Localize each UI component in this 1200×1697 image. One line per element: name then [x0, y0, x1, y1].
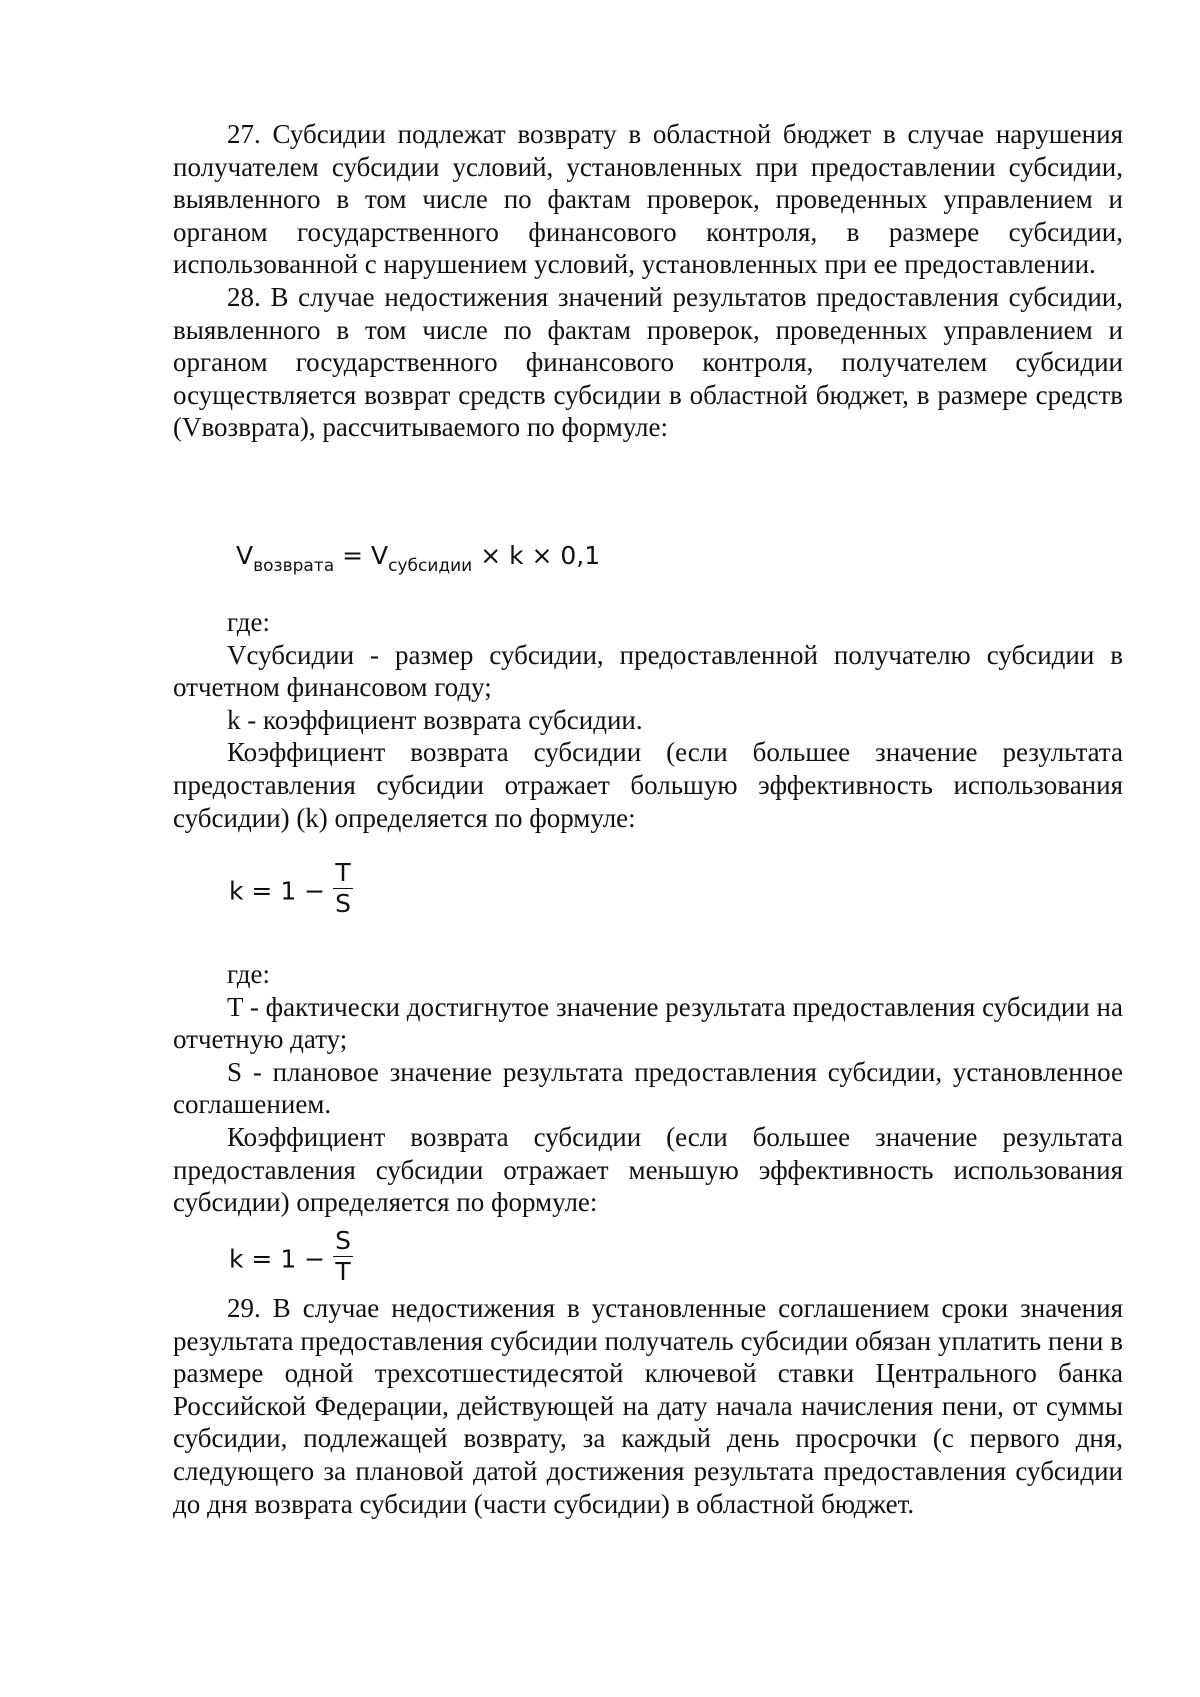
formula-vs-base: V — [370, 541, 389, 570]
definitions-block-1 — [173, 606, 1123, 834]
coefficient-intro-2: Коэффициент возврата субсидии (если большее значение результата предоставления субсидии отражает меньшую эффективность использования субсидии) определяется по формуле: — [173, 1121, 1123, 1218]
definition-vsub: Vсубсидии - размер субсидии, предоставленной получателю субсидии в отчетном финансовом году; — [173, 639, 1123, 703]
formula-k-2-lhs: k = 1 − — [229, 1244, 326, 1274]
formula-k-2 — [229, 1226, 353, 1291]
formula-k-2-denominator: T — [335, 1257, 351, 1286]
definition-k: k - коэффициент возврата субсидии. — [227, 704, 643, 735]
formula-k-1-lhs: k = 1 − — [229, 876, 326, 906]
formula-k-1-denominator: S — [335, 889, 351, 918]
formula-k-1-numerator: T — [333, 858, 353, 889]
paragraph-28: 28. В случае недостижения значений результатов предоставления субсидии, выявленного в том числе по фактам проверок, проведенных управлением и органом государственного финансового контроля, получателем субсидии осуществляется возврат средств субсидии в областной бюджет, в размере средств (Vвозврата), рассчитываемого по формуле: — [173, 281, 1123, 443]
formula-v-sub: возврата — [253, 556, 335, 576]
formula-equals: = — [342, 541, 364, 570]
formula-return-amount — [236, 541, 601, 576]
where-label-2: где: — [227, 959, 270, 989]
paragraph-27: 27. Субсидии подлежат возврату в областной бюджет в случае нарушения получателем субсидии условий, установленных при предоставлении субсидии, выявленного в том числе по фактам проверок, проведенных управлением и органом государственного финансового контроля, в размере субсидии, использованной с нарушением условий, установленных при ее предоставлении. — [173, 119, 1123, 280]
section-27-28 — [173, 118, 1123, 444]
where-label-1: где: — [227, 607, 270, 637]
formula-v-base: V — [236, 541, 254, 570]
definition-S: S - плановое значение результата предоставления субсидии, установленное соглашением. — [173, 1056, 1123, 1120]
formula-rest: × k × 0,1 — [480, 541, 601, 570]
definitions-block-2 — [173, 958, 1123, 1219]
coefficient-intro-1: Коэффициент возврата субсидии (если большее значение результата предоставления субсидии отражает большую эффективность использования субсидии) (k) определяется по формуле: — [173, 737, 1123, 833]
definition-T: T - фактически достигнутое значение результата предоставления субсидии на отчетную дату; — [173, 991, 1123, 1055]
formula-vs-sub: субсидии — [388, 556, 473, 576]
paragraph-29: 29. В случае недостижения в установленные соглашением сроки значения результата предоставления субсидии получатель субсидии обязан уплатить пени в размере одной трехсотшестидесятой ключевой ставки Центрального банка Российской Федерации, действующей на дату начала начисления пени, от суммы субсидии, подлежащей возврату, за каждый день просрочки (с первого дня, следующего за плановой датой достижения результата предоставления субсидии до дня возврата субсидии (части субсидии) в областной бюджет. — [173, 1293, 1123, 1519]
formula-k-2-fraction — [333, 1226, 353, 1287]
formula-k-1 — [229, 858, 353, 923]
formula-k-1-fraction — [333, 858, 353, 919]
formula-k-2-numerator: S — [335, 1226, 351, 1255]
section-29 — [173, 1292, 1123, 1520]
